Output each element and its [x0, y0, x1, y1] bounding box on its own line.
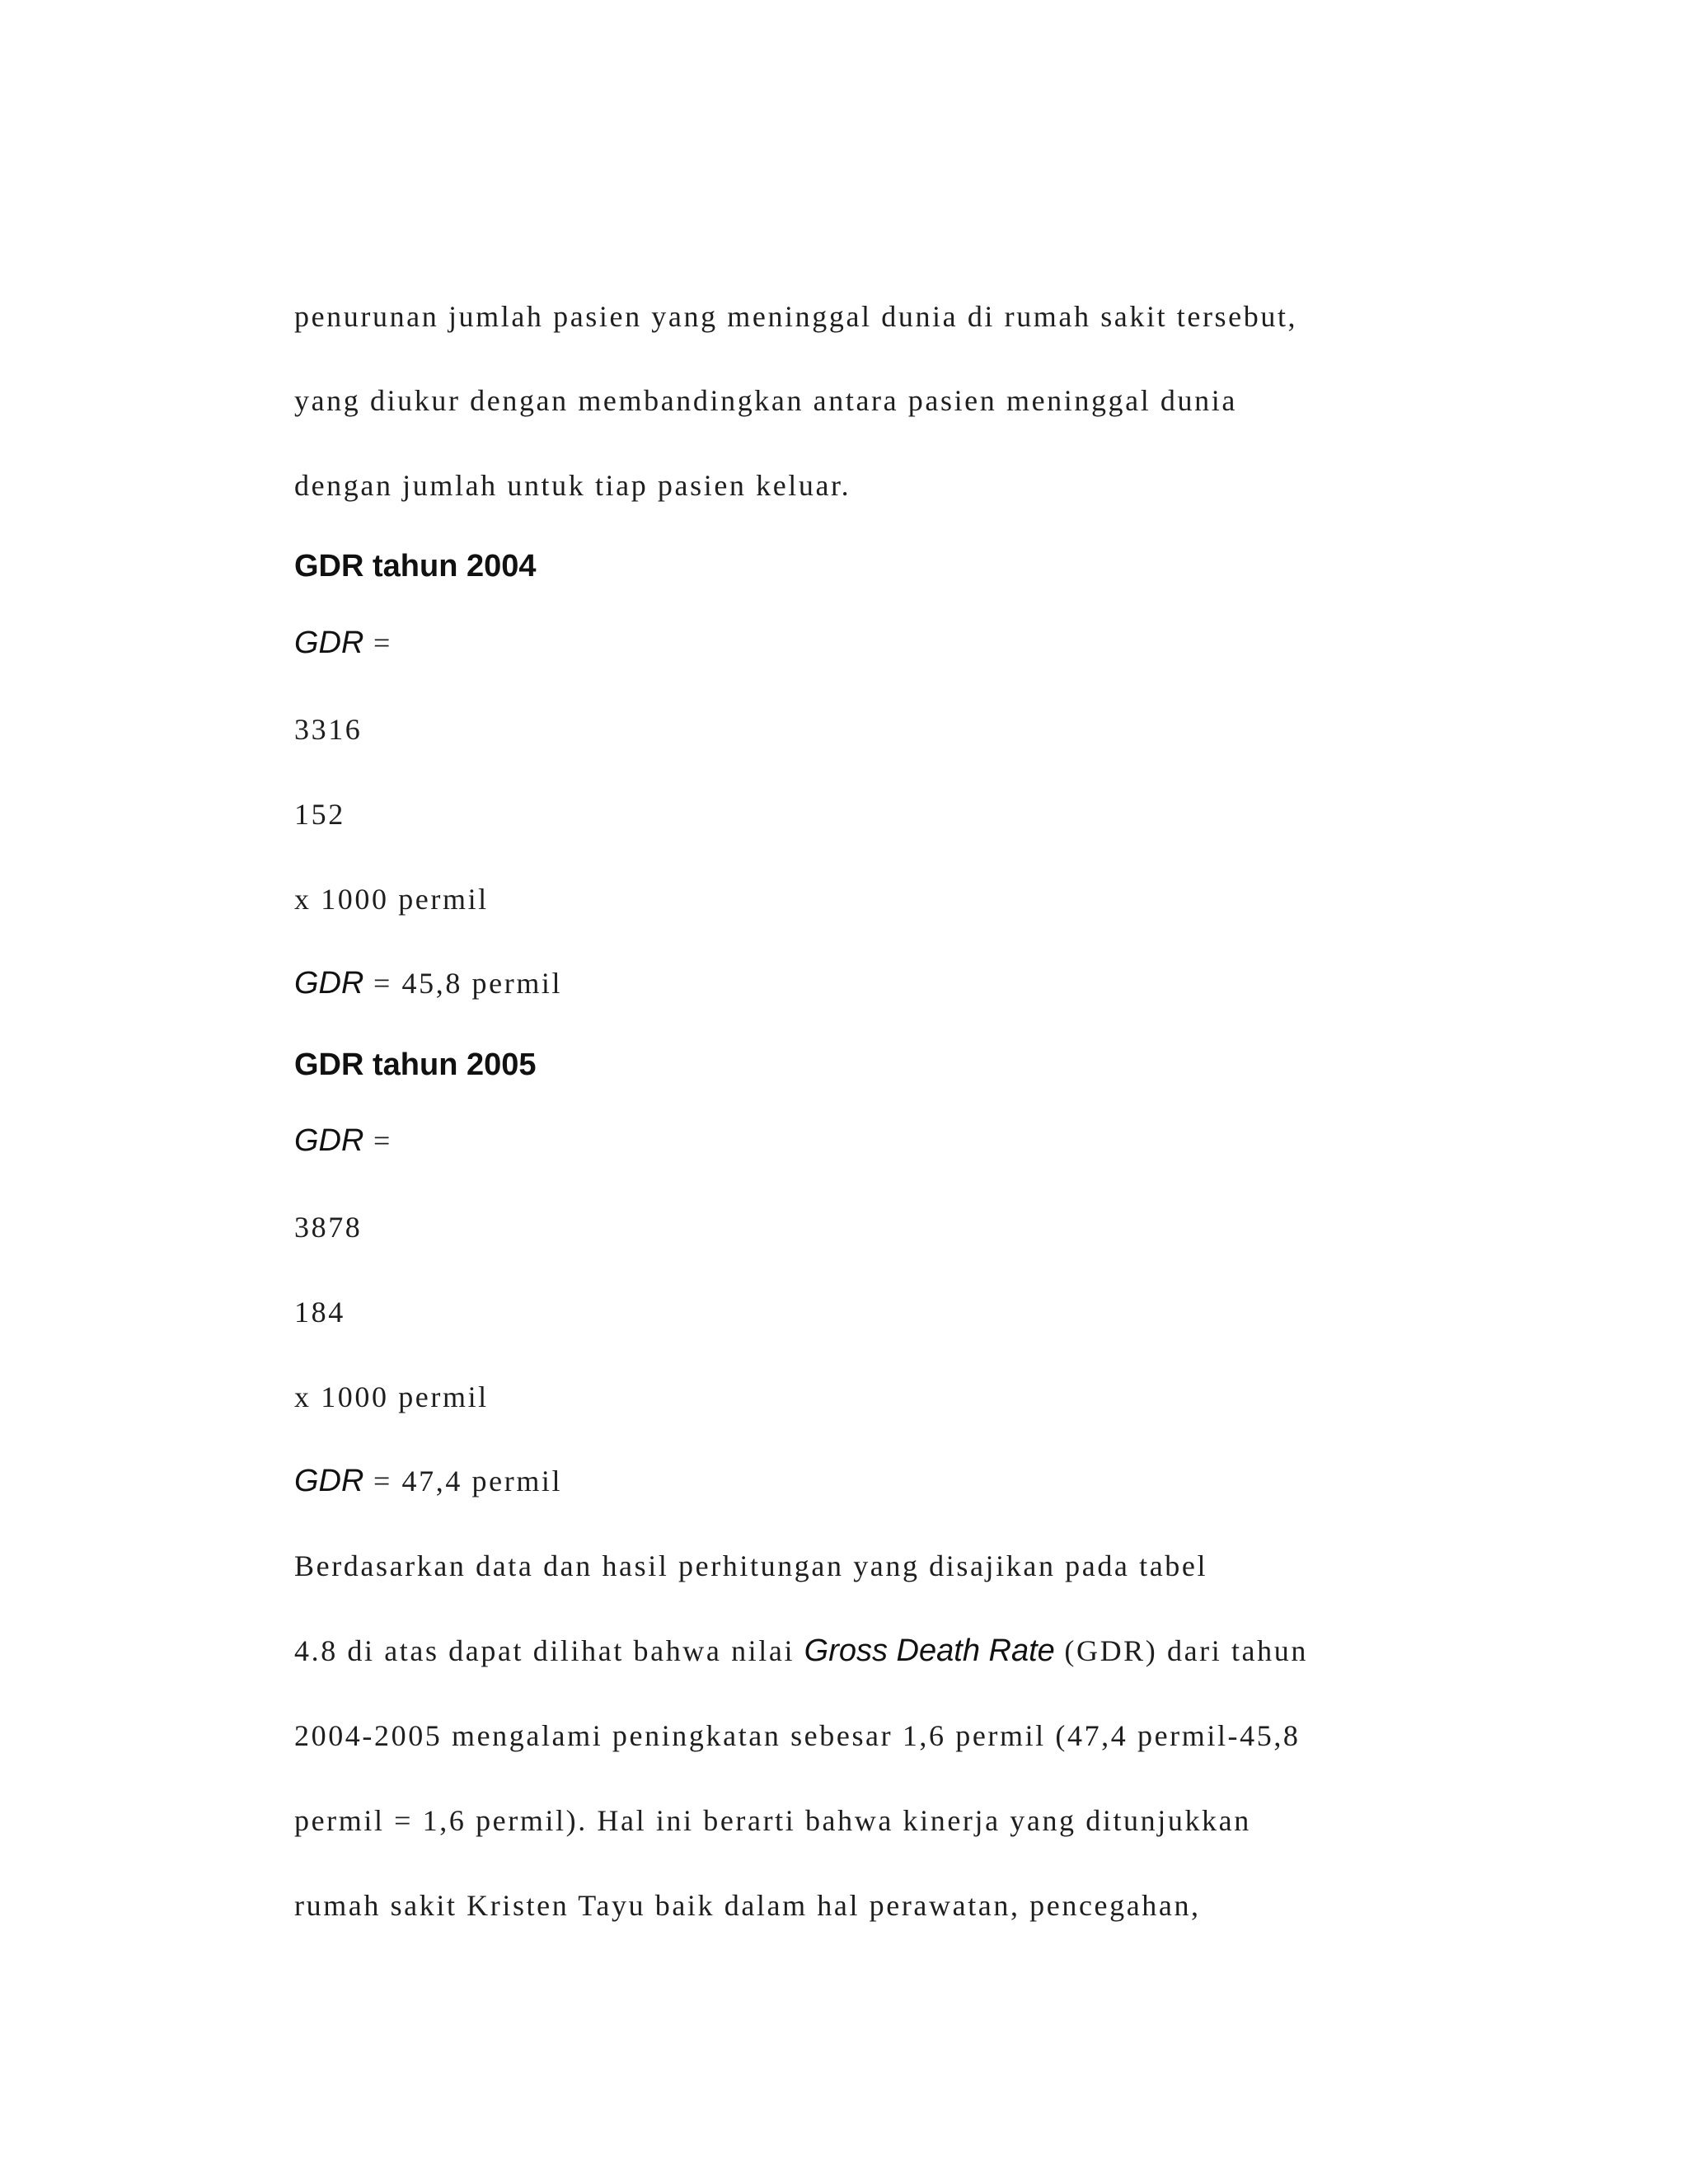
conclusion-line-4: permil = 1,6 permil). Hal ini berarti bahwa kinerja yang ditunjukkan	[294, 1804, 1251, 1837]
gdr-2005-numerator: 184	[294, 1296, 345, 1329]
gdr-2004-multiplier: x 1000 permil	[294, 883, 489, 916]
gdr-2004-denominator: 3316	[294, 713, 363, 746]
intro-line-2: yang diukur dengan membandingkan antara pasien meninggal dunia	[294, 384, 1237, 417]
conclusion-line-2-pre: 4.8 di atas dapat dilihat bahwa nilai	[294, 1634, 804, 1667]
conclusion-line-3: 2004-2005 mengalami peningkatan sebesar 1,6 permil (47,4 permil-45,8	[294, 1719, 1301, 1752]
conclusion-line-5: rumah sakit Kristen Tayu baik dalam hal perawatan, pencegahan,	[294, 1889, 1201, 1922]
gdr-2005-result-value: = 47,4 permil	[363, 1465, 563, 1497]
intro-line-1: penurunan jumlah pasien yang meninggal dunia di rumah sakit tersebut,	[294, 300, 1298, 333]
heading-gdr-2004: GDR tahun 2004	[294, 549, 537, 583]
gdr-2004-numerator: 152	[294, 798, 345, 831]
gdr-2005-formula	[294, 1124, 392, 1157]
gdr-2004-result	[294, 967, 562, 1000]
gdr-2004-result-value: = 45,8 permil	[363, 967, 563, 1000]
gdr-2005-result-var: GDR	[294, 1464, 364, 1498]
gdr-2005-denominator: 3878	[294, 1211, 363, 1244]
gdr-2005-multiplier: x 1000 permil	[294, 1380, 489, 1413]
conclusion-line-1: Berdasarkan data dan hasil perhitungan yang disajikan pada tabel	[294, 1549, 1208, 1582]
intro-line-3: dengan jumlah untuk tiap pasien keluar.	[294, 469, 851, 502]
gdr-2005-var: GDR	[294, 1123, 364, 1158]
gdr-2004-var: GDR	[294, 626, 364, 660]
gdr-2004-formula	[294, 626, 392, 659]
conclusion-line-2-post: (GDR) dari tahun	[1054, 1634, 1308, 1667]
gdr-2004-result-var: GDR	[294, 966, 364, 1001]
gross-death-rate-term: Gross Death Rate	[804, 1633, 1055, 1668]
gdr-2004-equals: =	[363, 626, 392, 659]
gdr-2005-result	[294, 1465, 562, 1497]
conclusion-line-2	[294, 1634, 1308, 1667]
gdr-2005-equals: =	[363, 1124, 392, 1157]
heading-gdr-2005: GDR tahun 2005	[294, 1047, 537, 1082]
